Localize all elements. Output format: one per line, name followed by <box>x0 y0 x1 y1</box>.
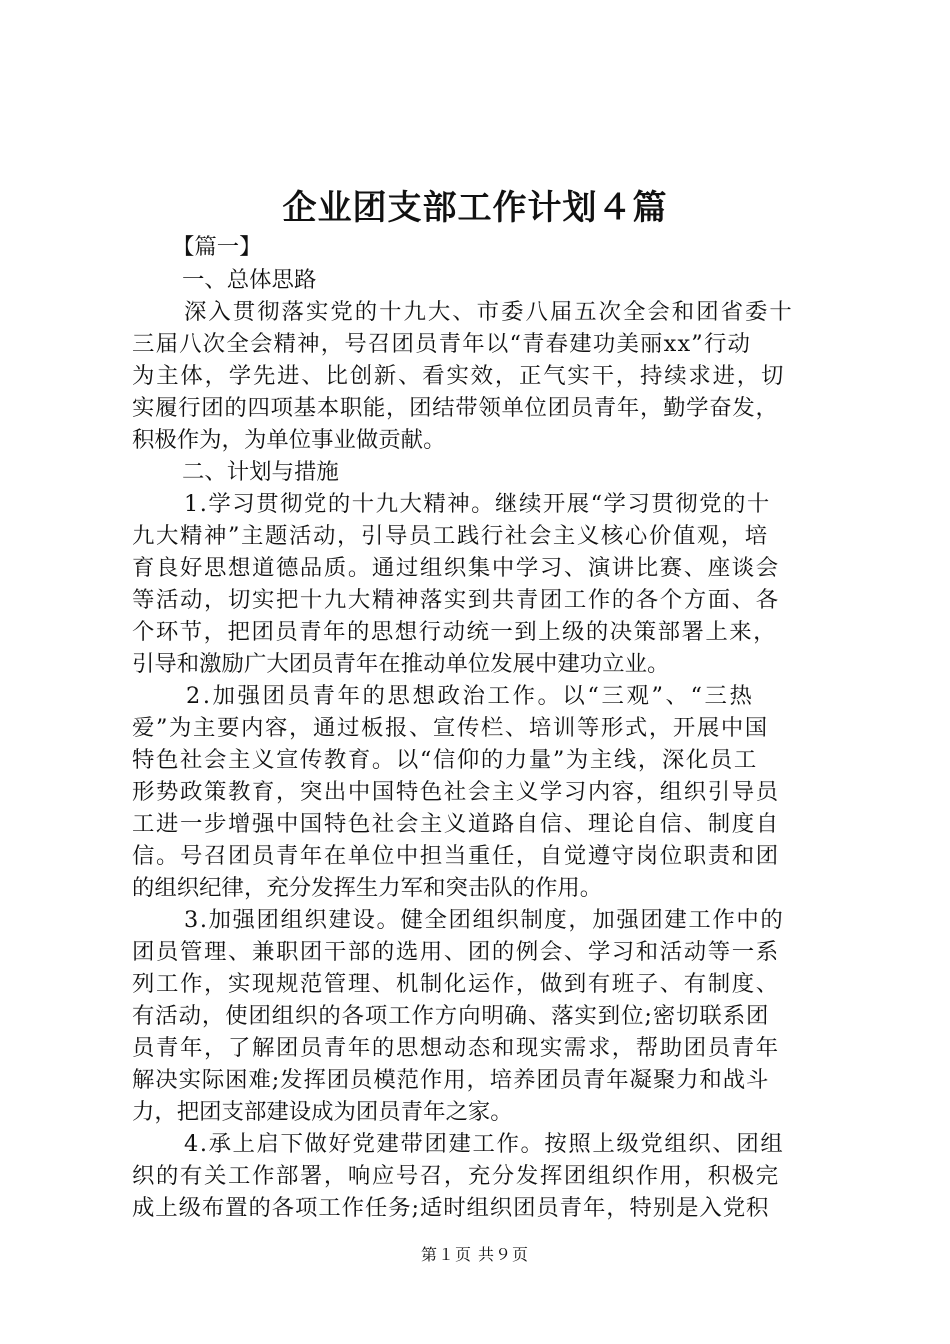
paragraph-line: 个环节，把团员青年的思想行动统一到上级的决策部署上来， <box>132 619 778 645</box>
paragraph-line: 成上级布置的各项工作任务;适时组织团员青年，特别是入党积 <box>132 1195 770 1221</box>
paragraph-line: 特色社会主义宣传教育。以“信仰的力量”为主线，深化员工 <box>132 747 758 773</box>
paragraph-line: 九大精神”主题活动，引导员工践行社会主义核心价值观，培 <box>132 523 769 549</box>
paragraph-line: 解决实际困难;发挥团员模范作用，培养团员青年凝聚力和战斗 <box>132 1067 770 1093</box>
paragraph-line: 等活动，切实把十九大精神落实到共青团工作的各个方面、各 <box>132 587 780 613</box>
subsection-heading: 一、总体思路 <box>182 267 317 293</box>
paragraph-line: 员青年，了解团员青年的思想动态和现实需求，帮助团员青年 <box>132 1035 780 1061</box>
paragraph-line: 引导和激励广大团员青年在推动单位发展中建功立业。 <box>132 651 670 677</box>
paragraph-line: 1.学习贯彻党的十九大精神。继续开展“学习贯彻党的十 <box>184 491 771 517</box>
paragraph-line: 力，把团支部建设成为团员青年之家。 <box>132 1099 513 1125</box>
page-footer: 第１页 共９页 <box>420 1245 530 1264</box>
paragraph-line: 的组织纪律，充分发挥生力军和突击队的作用。 <box>132 875 603 901</box>
paragraph-line: 列工作，实现规范管理、机制化运作，做到有班子、有制度、 <box>132 971 780 997</box>
paragraph-line: 工进一步增强中国特色社会主义道路自信、理论自信、制度自 <box>132 811 780 837</box>
paragraph-line: 积极作为，为单位事业做贡献。 <box>132 427 446 453</box>
paragraph-line: 织的有关工作部署，响应号召，充分发挥团组织作用，积极完 <box>132 1163 780 1189</box>
paragraph-line: 信。号召团员青年在单位中担当重任，自觉遵守岗位职责和团 <box>132 843 780 869</box>
paragraph-line: 形势政策教育，突出中国特色社会主义学习内容，组织引导员 <box>132 779 780 805</box>
paragraph-line: 三届八次全会精神，号召团员青年以“青春建功美丽xx”行动 <box>132 331 752 357</box>
paragraph-line: 深入贯彻落实党的十九大、市委八届五次全会和团省委十 <box>184 299 794 325</box>
paragraph-line: 为主体，学先进、比创新、看实效，正气实干，持续求进，切 <box>132 363 786 389</box>
subsection-heading: 二、计划与措施 <box>182 459 339 485</box>
section-heading: 【篇一】 <box>172 234 262 260</box>
paragraph-line: 爱”为主要内容，通过板报、宣传栏、培训等形式，开展中国 <box>132 715 769 741</box>
paragraph-line: 4.承上启下做好党建带团建工作。按照上级党组织、团组 <box>184 1131 785 1157</box>
document-title: 企业团支部工作计划４篇 <box>282 188 668 228</box>
paragraph-line: 2.加强团员青年的思想政治工作。以“三观”、“三热 <box>186 683 755 709</box>
paragraph-line: 实履行团的四项基本职能，团结带领单位团员青年，勤学奋发， <box>132 395 779 421</box>
paragraph-line: 育良好思想道德品质。通过组织集中学习、演讲比赛、座谈会 <box>132 555 780 581</box>
paragraph-line: 3.加强团组织建设。健全团组织制度，加强团建工作中的 <box>184 907 785 933</box>
paragraph-line: 有活动，使团组织的各项工作方向明确、落实到位;密切联系团 <box>132 1003 770 1029</box>
paragraph-line: 团员管理、兼职团干部的选用、团的例会、学习和活动等一系 <box>132 939 780 965</box>
